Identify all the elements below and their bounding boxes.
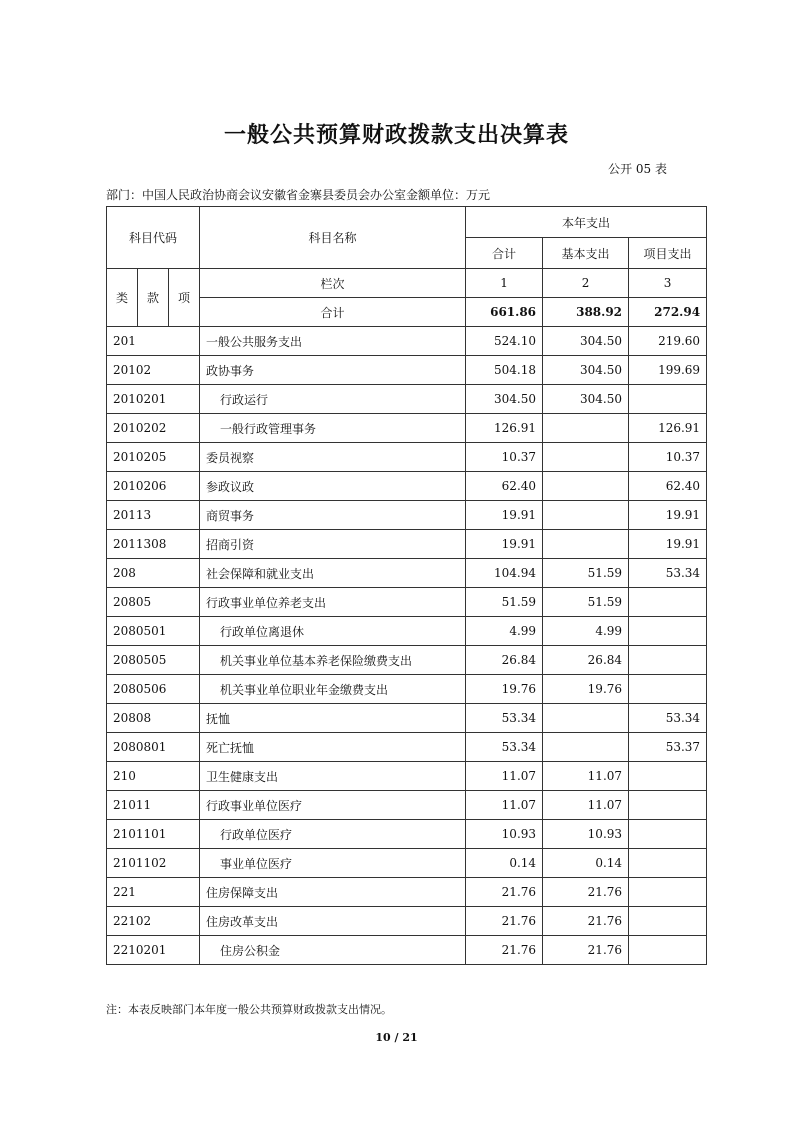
row-project: 199.69 xyxy=(629,356,707,385)
row-total: 504.18 xyxy=(466,356,543,385)
row-project: 19.91 xyxy=(629,530,707,559)
row-total: 51.59 xyxy=(466,588,543,617)
row-name: 商贸事务 xyxy=(200,501,466,530)
row-basic: 4.99 xyxy=(543,617,629,646)
row-basic: 11.07 xyxy=(543,762,629,791)
row-name: 机关事业单位职业年金缴费支出 xyxy=(200,675,466,704)
row-project: 126.91 xyxy=(629,414,707,443)
lanci-row xyxy=(107,269,707,298)
col-number-1: 1 xyxy=(466,269,543,298)
expenditure-table xyxy=(106,206,707,965)
footnote: 注：本表反映部门本年度一般公共预算财政拨款支出情况。 xyxy=(106,1003,392,1016)
row-project xyxy=(629,646,707,675)
row-code: 2010206 xyxy=(107,472,200,501)
row-name: 行政事业单位医疗 xyxy=(200,791,466,820)
row-basic: 21.76 xyxy=(543,907,629,936)
table-row xyxy=(107,559,707,588)
row-code: 20102 xyxy=(107,356,200,385)
row-project: 62.40 xyxy=(629,472,707,501)
table-row xyxy=(107,849,707,878)
row-basic xyxy=(543,414,629,443)
row-basic: 304.50 xyxy=(543,327,629,356)
row-code: 2080506 xyxy=(107,675,200,704)
row-total: 21.76 xyxy=(466,936,543,965)
col-basic-header: 基本支出 xyxy=(543,238,629,269)
row-code: 20805 xyxy=(107,588,200,617)
row-name: 住房保障支出 xyxy=(200,878,466,907)
row-name: 一般行政管理事务 xyxy=(200,414,466,443)
row-basic xyxy=(543,501,629,530)
table-row xyxy=(107,472,707,501)
department-line: 部门：中国人民政治协商会议安徽省金寨县委员会办公室金额单位：万元 xyxy=(106,188,491,202)
row-code: 21011 xyxy=(107,791,200,820)
table-row xyxy=(107,530,707,559)
row-project: 53.34 xyxy=(629,559,707,588)
row-basic xyxy=(543,530,629,559)
row-project xyxy=(629,907,707,936)
row-code: 208 xyxy=(107,559,200,588)
row-total: 104.94 xyxy=(466,559,543,588)
row-total: 21.76 xyxy=(466,878,543,907)
row-project xyxy=(629,849,707,878)
row-basic xyxy=(543,704,629,733)
row-project: 53.37 xyxy=(629,733,707,762)
row-basic: 51.59 xyxy=(543,588,629,617)
xiang-header: 项 xyxy=(169,269,200,327)
table-row xyxy=(107,936,707,965)
table-row xyxy=(107,356,707,385)
row-name: 行政运行 xyxy=(200,385,466,414)
table-row xyxy=(107,327,707,356)
row-project xyxy=(629,936,707,965)
row-project xyxy=(629,617,707,646)
table-row xyxy=(107,617,707,646)
row-total: 19.91 xyxy=(466,530,543,559)
row-name: 死亡抚恤 xyxy=(200,733,466,762)
row-code: 221 xyxy=(107,878,200,907)
row-total: 62.40 xyxy=(466,472,543,501)
sum-basic: 388.92 xyxy=(543,298,629,327)
sum-label: 合计 xyxy=(200,298,466,327)
row-code: 20113 xyxy=(107,501,200,530)
code-header: 科目代码 xyxy=(107,207,200,269)
row-name: 参政议政 xyxy=(200,472,466,501)
row-name: 卫生健康支出 xyxy=(200,762,466,791)
row-total: 4.99 xyxy=(466,617,543,646)
row-total: 11.07 xyxy=(466,762,543,791)
row-name: 抚恤 xyxy=(200,704,466,733)
row-code: 22102 xyxy=(107,907,200,936)
row-project xyxy=(629,820,707,849)
row-basic: 51.59 xyxy=(543,559,629,588)
row-total: 10.37 xyxy=(466,443,543,472)
row-project: 19.91 xyxy=(629,501,707,530)
col-total-header: 合计 xyxy=(466,238,543,269)
row-name: 住房公积金 xyxy=(200,936,466,965)
row-code: 201 xyxy=(107,327,200,356)
row-project xyxy=(629,385,707,414)
row-code: 2010201 xyxy=(107,385,200,414)
row-total: 21.76 xyxy=(466,907,543,936)
table-row xyxy=(107,675,707,704)
form-code: 公开 05 表 xyxy=(608,162,667,176)
table-row xyxy=(107,762,707,791)
row-code: 2011308 xyxy=(107,530,200,559)
table-row xyxy=(107,501,707,530)
page-number: 10 / 21 xyxy=(375,1031,418,1044)
col-number-2: 2 xyxy=(543,269,629,298)
col-project-header: 项目支出 xyxy=(629,238,707,269)
kuan-header: 款 xyxy=(138,269,169,327)
table-row xyxy=(107,704,707,733)
row-project xyxy=(629,762,707,791)
row-code: 210 xyxy=(107,762,200,791)
row-total: 304.50 xyxy=(466,385,543,414)
row-name: 委员视察 xyxy=(200,443,466,472)
row-basic: 11.07 xyxy=(543,791,629,820)
table-row xyxy=(107,646,707,675)
row-total: 10.93 xyxy=(466,820,543,849)
row-name: 政协事务 xyxy=(200,356,466,385)
row-name: 行政事业单位养老支出 xyxy=(200,588,466,617)
table-row xyxy=(107,443,707,472)
row-code: 2010205 xyxy=(107,443,200,472)
row-basic: 304.50 xyxy=(543,356,629,385)
table-row xyxy=(107,791,707,820)
row-project: 53.34 xyxy=(629,704,707,733)
row-basic: 10.93 xyxy=(543,820,629,849)
row-code: 20808 xyxy=(107,704,200,733)
lei-header: 类 xyxy=(107,269,138,327)
row-basic xyxy=(543,443,629,472)
header-row-1 xyxy=(107,207,707,238)
table-row xyxy=(107,878,707,907)
row-project: 219.60 xyxy=(629,327,707,356)
row-project xyxy=(629,791,707,820)
row-project: 10.37 xyxy=(629,443,707,472)
row-code: 2101102 xyxy=(107,849,200,878)
table-row xyxy=(107,414,707,443)
row-total: 11.07 xyxy=(466,791,543,820)
row-basic: 26.84 xyxy=(543,646,629,675)
row-basic: 21.76 xyxy=(543,878,629,907)
row-project xyxy=(629,878,707,907)
name-header: 科目名称 xyxy=(200,207,466,269)
row-code: 2210201 xyxy=(107,936,200,965)
row-name: 招商引资 xyxy=(200,530,466,559)
row-name: 事业单位医疗 xyxy=(200,849,466,878)
page-title: 一般公共预算财政拨款支出决算表 xyxy=(223,122,569,148)
sum-project: 272.94 xyxy=(629,298,707,327)
col-number-3: 3 xyxy=(629,269,707,298)
row-project xyxy=(629,675,707,704)
row-total: 524.10 xyxy=(466,327,543,356)
row-name: 住房改革支出 xyxy=(200,907,466,936)
row-code: 2010202 xyxy=(107,414,200,443)
table-row xyxy=(107,588,707,617)
row-basic xyxy=(543,472,629,501)
row-code: 2101101 xyxy=(107,820,200,849)
row-name: 一般公共服务支出 xyxy=(200,327,466,356)
row-basic: 0.14 xyxy=(543,849,629,878)
row-name: 行政单位医疗 xyxy=(200,820,466,849)
lanci-label: 栏次 xyxy=(200,269,466,298)
row-basic: 304.50 xyxy=(543,385,629,414)
row-code: 2080801 xyxy=(107,733,200,762)
row-total: 19.91 xyxy=(466,501,543,530)
row-code: 2080501 xyxy=(107,617,200,646)
row-project xyxy=(629,588,707,617)
row-name: 社会保障和就业支出 xyxy=(200,559,466,588)
table-row xyxy=(107,907,707,936)
table-row xyxy=(107,733,707,762)
row-basic: 19.76 xyxy=(543,675,629,704)
table-row xyxy=(107,385,707,414)
year-expenditure-header: 本年支出 xyxy=(466,207,707,238)
row-code: 2080505 xyxy=(107,646,200,675)
row-total: 53.34 xyxy=(466,733,543,762)
row-basic: 21.76 xyxy=(543,936,629,965)
row-total: 19.76 xyxy=(466,675,543,704)
row-name: 行政单位离退休 xyxy=(200,617,466,646)
row-total: 126.91 xyxy=(466,414,543,443)
table-row xyxy=(107,820,707,849)
row-name: 机关事业单位基本养老保险缴费支出 xyxy=(200,646,466,675)
row-basic xyxy=(543,733,629,762)
row-total: 0.14 xyxy=(466,849,543,878)
sum-total: 661.86 xyxy=(466,298,543,327)
row-total: 53.34 xyxy=(466,704,543,733)
row-total: 26.84 xyxy=(466,646,543,675)
